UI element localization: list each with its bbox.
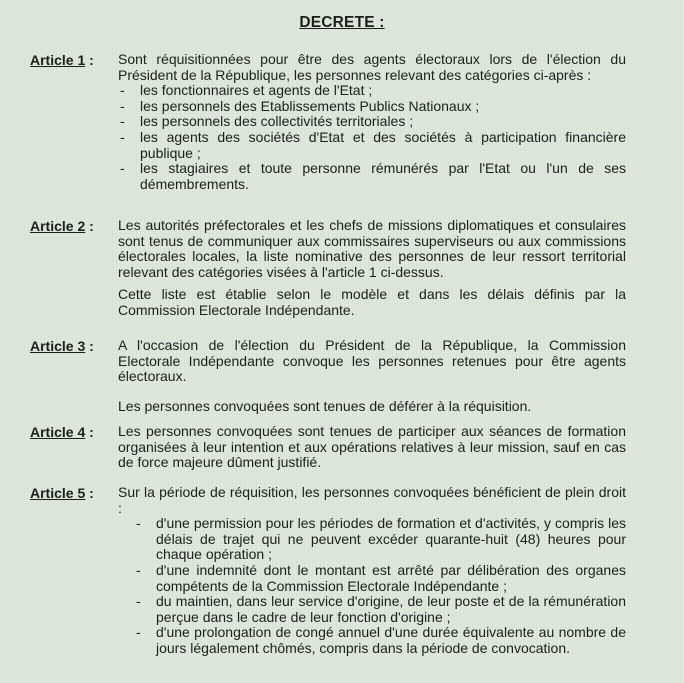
article-label-text: Article 1 (30, 52, 86, 68)
article-intro: Sur la période de réquisition, les personnes convoquées bénéficient de plein droit : (118, 484, 626, 516)
decree-heading (0, 14, 684, 32)
article-label-text: Article 2 (30, 218, 86, 234)
article-label-colon: : (85, 485, 94, 501)
article-body (118, 338, 626, 414)
article-label-colon: : (85, 218, 94, 234)
article-label (30, 424, 94, 440)
list-item: - les fonctionnaires et agents de l'Etat ; (118, 83, 626, 99)
article-label (30, 218, 94, 234)
list-item: - du maintien, dans leur service d'origine, de leur poste et de la rémunération perçue dans le cadre de leur fonction d'origine ; (134, 594, 626, 625)
list-item: - d'une indemnité dont le montant est arrêté par délibération des organes compétents de la Commission Electorale Indépendante ; (134, 563, 626, 594)
article-body (118, 424, 626, 471)
article-paragraph: A l'occasion de l'élection du Président de la République, la Commission Electorale Indépendante convoque les personnes retenues pour être agents électoraux. (118, 337, 626, 385)
list-item: - les stagiaires et toute personne rémunérés par l'Etat ou l'un de ses démembrements. (118, 161, 626, 192)
article-body (118, 52, 626, 192)
article-paragraph: Cette liste est établie selon le modèle et dans les délais définis par la Commission Electorale Indépendante. (118, 286, 626, 318)
article-label-text: Article 5 (30, 485, 86, 501)
article-paragraph: Les autorités préfectorales et les chefs de missions diplomatiques et consulaires sont tenus de communiquer aux commissaires superviseurs ou aux commissions électorales locales, la liste nominative des personnes de leur ressort territorial relevant des catégories visées à l'article 1 ci-dessus. (118, 217, 626, 280)
article-intro: Sont réquisitionnées pour être des agents électoraux lors de l'élection du Président de la République, les personnes relevant des catégories ci-après : (118, 51, 626, 83)
list-item: - d'une prolongation de congé annuel d'une durée équivalente au nombre de jours légalement chômés, compris dans la période de convocation. (134, 625, 626, 656)
article-list (134, 516, 626, 656)
article-paragraph: Les personnes convoquées sont tenues de déférer à la réquisition. (118, 397, 532, 414)
article-body (118, 485, 626, 657)
article-label-colon: : (85, 424, 94, 440)
decree-title: DECRETE : (299, 14, 385, 31)
article-body (118, 218, 626, 319)
list-item: - les personnels des collectivités territoriales ; (118, 114, 626, 130)
article-label (30, 338, 94, 354)
list-item: - d'une permission pour les périodes de formation et d'activités, y compris les délais de trajet qui ne peuvent excéder quarante-huit (48) heures pour chaque opération ; (134, 516, 626, 563)
article-label-text: Article 4 (30, 424, 86, 440)
list-item: - les personnels des Etablissements Publics Nationaux ; (118, 99, 626, 115)
article-list (118, 83, 626, 192)
article-label (30, 52, 94, 68)
article-label-colon: : (85, 52, 94, 68)
article-paragraph: Les personnes convoquées sont tenues de participer aux séances de formation organisées à leur intention et aux opérations relatives à leur mission, sauf en cas de force majeure dûment justifié. (118, 423, 626, 471)
article-label-text: Article 3 (30, 338, 86, 354)
article-label-colon: : (85, 338, 94, 354)
article-label (30, 485, 94, 501)
list-item: - les agents des sociétés d'Etat et des sociétés à participation financière publique ; (118, 130, 626, 161)
